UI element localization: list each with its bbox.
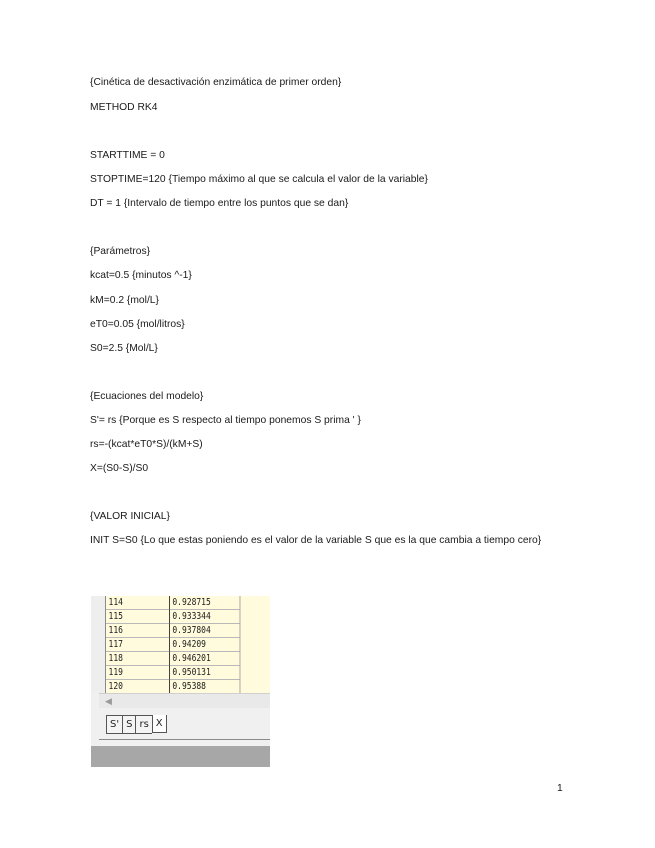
table-row <box>106 680 240 694</box>
value-cell[interactable]: 0.937804 <box>169 624 240 638</box>
tab-x[interactable]: X <box>152 715 167 733</box>
time-cell[interactable]: 120 <box>106 680 169 694</box>
table-row <box>106 638 240 652</box>
table-row <box>106 652 240 666</box>
starttime-line: STARTTIME = 0 <box>90 150 165 161</box>
value-cell[interactable]: 0.928715 <box>169 596 240 610</box>
et0-line: eT0=0.05 {mol/litros} <box>90 319 185 330</box>
tab-s[interactable]: S <box>122 715 135 734</box>
value-cell[interactable]: 0.94209 <box>169 638 240 652</box>
value-cell[interactable]: 0.933344 <box>169 610 240 624</box>
time-cell[interactable]: 116 <box>106 624 169 638</box>
window-bottom-bar <box>91 746 270 767</box>
kcat-line: kcat=0.5 {minutos ^-1} <box>90 270 192 281</box>
value-cell[interactable]: 0.950131 <box>169 666 240 680</box>
results-table <box>106 596 240 694</box>
equations-heading: {Ecuaciones del modelo} <box>90 391 204 402</box>
parameters-heading: {Parámetros} <box>90 246 151 257</box>
triangle-left-icon[interactable]: ◀ <box>105 696 112 706</box>
km-line: kM=0.2 {mol/L} <box>90 295 159 306</box>
method-line: METHOD RK4 <box>90 102 158 113</box>
page-number: 1 <box>557 783 563 794</box>
time-cell[interactable]: 118 <box>106 652 169 666</box>
time-cell[interactable]: 115 <box>106 610 169 624</box>
s0-line: S0=2.5 {Mol/L} <box>90 343 158 354</box>
tab-rs[interactable]: rs <box>135 715 151 734</box>
time-cell[interactable]: 119 <box>106 666 169 680</box>
table-row <box>106 610 240 624</box>
time-cell[interactable]: 114 <box>106 596 169 610</box>
tab-s-prime[interactable]: S' <box>106 715 122 734</box>
sprime-line: S'= rs {Porque es S respecto al tiempo ponemos S prima ' } <box>90 415 361 426</box>
value-cell[interactable]: 0.95388 <box>169 680 240 694</box>
variable-tabs <box>106 715 167 732</box>
horizontal-scrollbar[interactable] <box>99 693 270 708</box>
results-table-screenshot <box>91 596 270 767</box>
value-cell[interactable]: 0.946201 <box>169 652 240 666</box>
table-row <box>106 596 240 610</box>
row-header-edge <box>91 596 106 693</box>
stoptime-line: STOPTIME=120 {Tiempo máximo al que se calcula el valor de la variable} <box>90 174 428 185</box>
dt-line: DT = 1 {Intervalo de tiempo entre los puntos que se dan} <box>90 198 349 209</box>
initial-value-heading: {VALOR INICIAL} <box>90 511 170 522</box>
init-line: INIT S=S0 {Lo que estas poniendo es el valor de la variable S que es la que cambia a tiempo cero} <box>90 535 542 546</box>
x-line: X=(S0-S)/S0 <box>90 463 149 474</box>
rs-line: rs=-(kcat*eT0*S)/(kM+S) <box>90 439 203 450</box>
table-row <box>106 624 240 638</box>
title-comment: {Cinética de desactivación enzimática de primer orden} <box>90 77 342 88</box>
table-row <box>106 666 240 680</box>
time-cell[interactable]: 117 <box>106 638 169 652</box>
